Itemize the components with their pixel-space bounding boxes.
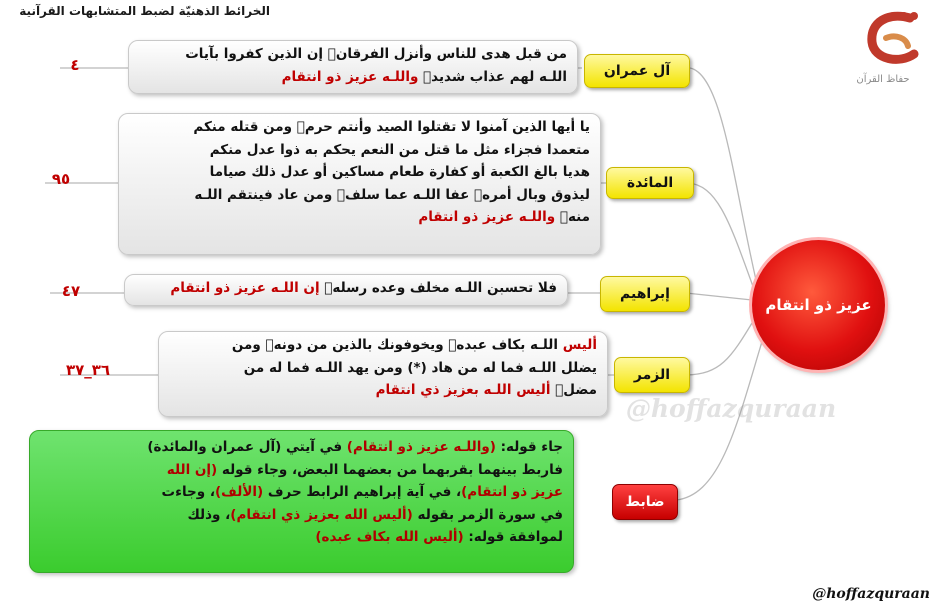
rule-text: في سورة الزمر بقوله (412, 506, 563, 523)
ayah-text: مضلۗ (550, 382, 597, 398)
rule-highlight: (الألف) (215, 484, 264, 500)
ayah-box-ibrahim (124, 274, 568, 306)
tag-al-maidah[interactable]: المائدة (606, 167, 694, 199)
footer-handle: @hoffazquraan (812, 586, 930, 602)
tag-rule[interactable]: ضابط (612, 484, 678, 520)
ayah-number: ٩٥ (51, 170, 71, 188)
highlight-text: إن اللـه عزيز ذو انتقام (170, 280, 320, 296)
ayah-line (129, 206, 590, 229)
ayah-number: ٣٦_٣٧ (65, 361, 111, 379)
ayah-text: منهۗ (555, 209, 590, 225)
ayah-number: ٤ (70, 56, 80, 74)
highlight-text: واللـه عزيز ذو انتقام (418, 209, 556, 225)
ayah-number: ٤٧ (61, 282, 81, 300)
logo-mark-icon (848, 8, 934, 80)
ayah-line: يضلل اللـه فما له من هاد (*) ومن يهد اللـه فما له من (243, 359, 597, 376)
ayah-line: ليذوق وبال أمرهۗ عفا اللـه عما سلفۚ ومن عاد فينتقم اللـه (194, 186, 590, 203)
branch-line-az-zumar (686, 318, 755, 375)
page-title: الخرائط الذهنيّة لضبط المتشابهات القرآنية (19, 4, 270, 18)
ayah-line (135, 277, 557, 300)
ayah-line: هديا بالغ الكعبة أو كفارة طعام مساكين أو عدل ذلك صياما (209, 164, 590, 180)
watermark: @hoffazquraan (625, 394, 837, 423)
ayah-line (169, 334, 597, 357)
rule-line (40, 526, 563, 549)
rule-highlight: (إن الله (166, 461, 218, 478)
rule-text: فاربط بينهما بقربهما من بعضهما البعض، وجاء قوله (217, 461, 563, 478)
tag-al-imran[interactable]: آل عمران (584, 54, 690, 88)
ayah-text: فلا تحسبن اللـه مخلف وعده رسلهۚ (319, 280, 557, 296)
ayah-line: متعمدا فجزاء مثل ما قتل من النعم يحكم به ذوا عدل منكم (209, 141, 590, 158)
rule-line (40, 504, 563, 527)
rule-line (40, 459, 563, 482)
highlight-text: واللـه عزيز ذو انتقام (281, 68, 419, 85)
highlight-text: أليس اللـه بعزيز ذي انتقام (375, 382, 551, 398)
ayah-box-az-zumar (158, 331, 608, 417)
ayah-text: اللـه لهم عذاب شديدۗ (418, 68, 567, 85)
ayah-line: من قبل هدى للناس وأنزل الفرقانۗ إن الذين كفروا بآيات (185, 46, 567, 62)
rule-highlight: (أليس (423, 529, 464, 545)
ayah-box-al-imran (128, 40, 578, 94)
ayah-line (169, 379, 597, 402)
rule-text: الله بكاف عبده) (315, 529, 424, 545)
rule-box (29, 430, 574, 573)
rule-line (40, 481, 563, 504)
rule-highlight: (واللـه عزيز ذو انتقام) (346, 439, 496, 455)
center-node[interactable]: عزيز ذو انتقام (752, 240, 885, 370)
rule-line (40, 436, 563, 459)
ayah-line: يا أيها الذين آمنوا لا تقتلوا الصيد وأنتم حرمۚ ومن قتله منكم (193, 119, 590, 135)
rule-highlight: عزيز ذو انتقام) (461, 484, 563, 500)
highlight-text: أليس (562, 337, 597, 353)
rule-highlight: (أليس الله بعزيز ذي انتقام) (230, 506, 413, 523)
rule-text: في آيتي (آل عمران والمائدة) (147, 439, 347, 455)
rule-text: ، وذلك (187, 506, 231, 523)
logo-caption: حفاظ القرآن (856, 74, 910, 85)
rule-text: لموافقة قوله: (463, 529, 563, 545)
ayah-line (139, 66, 567, 89)
ayah-text: اللـه بكاف عبدهۖ ويخوفونك بالذين من دونهۚ ومن (231, 337, 563, 353)
tag-az-zumar[interactable]: الزمر (614, 357, 690, 393)
rule-text: ، في آية إبراهيم الرابط حرف (263, 484, 462, 500)
ayah-box-al-maidah (118, 113, 601, 255)
rule-text: جاء قوله: (495, 439, 563, 455)
tag-ibrahim[interactable]: إبراهيم (600, 276, 690, 312)
rule-text: ، وجاءت (161, 484, 215, 500)
branch-line-ibrahim (686, 293, 752, 300)
